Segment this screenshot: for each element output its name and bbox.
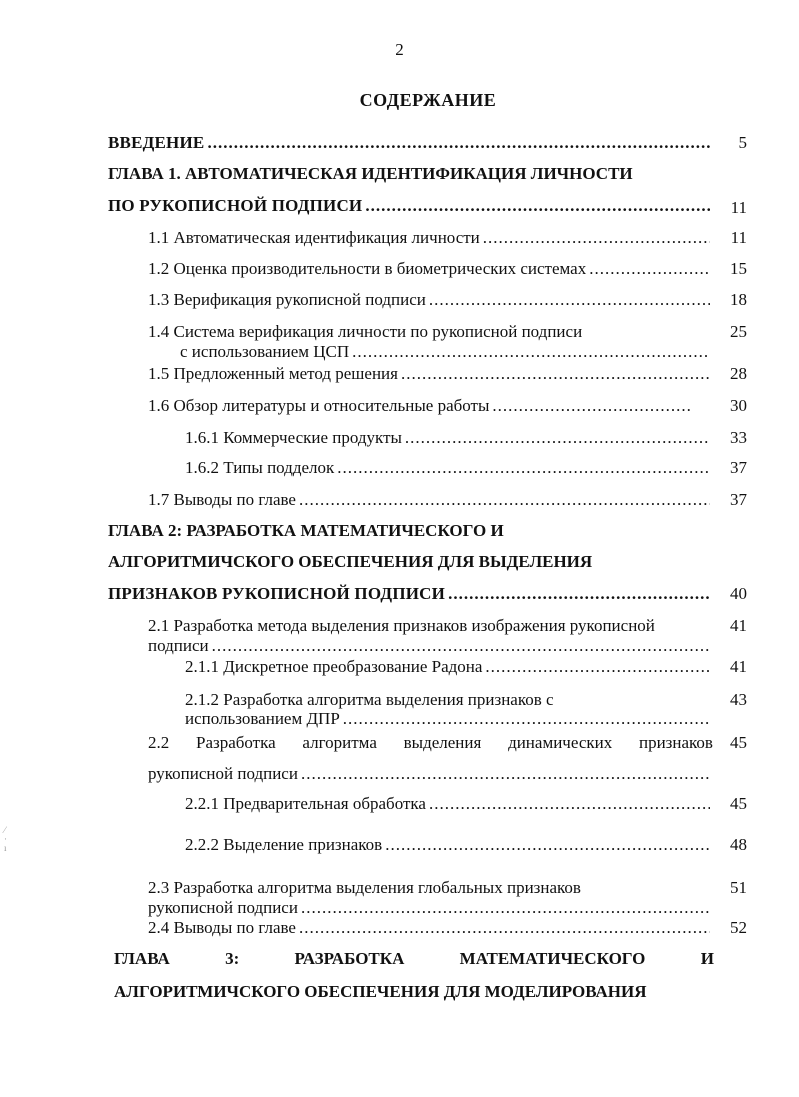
toc-entry-text: 1.5 Предложенный метод решения [148, 364, 398, 383]
toc-entry-text: 1.1 Автоматическая идентификация личности [148, 228, 480, 247]
toc-entry-1-2[interactable] [148, 257, 713, 281]
toc-page-number: 33 [730, 428, 747, 447]
toc-entry-text: 2.2.1 Предварительная обработка [185, 794, 426, 813]
toc-word: РАЗРАБОТКА [294, 949, 405, 968]
toc-chapter-1-heading[interactable]: ГЛАВА 1. АВТОМАТИЧЕСКАЯ ИДЕНТИФИКАЦИЯ ЛИЧНОСТИ [108, 164, 633, 183]
toc-entry-2-3[interactable]: 2.3 Разработка алгоритма выделения глобальных признаков [148, 878, 581, 897]
toc-entry-1-6-2[interactable] [185, 456, 713, 480]
toc-word: И [700, 949, 714, 968]
toc-entry-1-5[interactable] [148, 362, 713, 386]
dot-leader [405, 426, 710, 450]
dot-leader [352, 340, 710, 364]
toc-entry-text: рукописной подписи [148, 764, 298, 783]
toc-chapter-2-heading-line3[interactable] [108, 582, 713, 606]
toc-entry-2-2-line2[interactable] [148, 762, 713, 786]
toc-chapter-3-heading[interactable] [114, 947, 714, 971]
toc-entry-text: 1.7 Выводы по главе [148, 490, 296, 509]
toc-page-number: 48 [730, 835, 747, 854]
toc-entry-1-1[interactable] [148, 226, 713, 250]
toc-entry-text: ПРИЗНАКОВ РУКОПИСНОЙ ПОДПИСИ [108, 584, 446, 603]
dot-leader [492, 394, 693, 418]
toc-entry-text: ПО РУКОПИСНОЙ ПОДПИСИ [108, 196, 363, 215]
toc-entry-text: 1.3 Верификация рукописной подписи [148, 290, 426, 309]
dot-leader [401, 362, 710, 386]
dot-leader [299, 488, 710, 512]
toc-entry-1-3[interactable] [148, 288, 713, 312]
toc-page-number: 45 [730, 794, 747, 813]
toc-entry-1-6[interactable] [148, 394, 696, 418]
dot-leader [343, 707, 710, 731]
dot-leader [429, 288, 710, 312]
toc-page-number: 25 [730, 322, 747, 341]
toc-entry-text: с использованием ЦСП [180, 342, 350, 361]
toc-word: Разработка [196, 733, 276, 752]
toc-chapter-3-heading-line2[interactable]: АЛГОРИТМИЧСКОГО ОБЕСПЕЧЕНИЯ ДЛЯ МОДЕЛИРОВАНИЯ [114, 982, 647, 1001]
toc-entry-text: 1.6.2 Типы подделок [185, 458, 335, 477]
toc-page-number: 11 [730, 198, 747, 217]
toc-word: 3: [225, 949, 240, 968]
toc-entry-2-2-2[interactable] [185, 833, 713, 857]
toc-page-number: 41 [730, 616, 747, 635]
scan-artifact: ⁄ · ı [4, 825, 7, 853]
dot-leader [429, 792, 710, 816]
toc-page-number: 37 [730, 490, 747, 509]
toc-page-number: 30 [730, 396, 747, 415]
page-number: 2 [395, 40, 404, 59]
toc-entry-1-4[interactable]: 1.4 Система верификация личности по рукописной подписи [148, 322, 583, 341]
dot-leader [337, 456, 710, 480]
toc-entry-2-1[interactable]: 2.1 Разработка метода выделения признаков изображения рукописной [148, 616, 655, 635]
dot-leader [589, 257, 710, 281]
toc-entry-1-6-1[interactable] [185, 426, 713, 450]
toc-entry-text: рукописной подписи [148, 898, 298, 917]
toc-entry-text: 1.6.1 Коммерческие продукты [185, 428, 402, 447]
dot-leader [301, 762, 710, 786]
toc-page-number: 40 [730, 584, 747, 603]
page-title: СОДЕРЖАНИЕ [359, 90, 497, 110]
toc-entry-2-2[interactable] [148, 731, 713, 755]
toc-word: выделения [403, 733, 482, 752]
toc-entry-2-1-2-line2[interactable] [185, 707, 713, 731]
toc-word: 2.2 [148, 733, 170, 752]
toc-page-number: 43 [730, 690, 747, 709]
toc-entry-2-1-2[interactable]: 2.1.2 Разработка алгоритма выделения признаков с [185, 690, 554, 709]
toc-entry-text: 2.2.2 Выделение признаков [185, 835, 383, 854]
toc-entry-text: подписи [148, 636, 209, 655]
toc-page-number: 51 [730, 878, 747, 897]
toc-entry-2-4[interactable] [148, 916, 713, 940]
toc-page-number: 52 [730, 918, 747, 937]
toc-entry-1-4-line2[interactable] [180, 340, 713, 364]
toc-page-number: 11 [730, 228, 747, 247]
toc-page-number: 41 [730, 657, 747, 676]
dot-leader [299, 916, 710, 940]
toc-page-number: 18 [730, 290, 747, 309]
toc-entry-text: использованием ДПР [185, 709, 340, 728]
toc-entry-text: 2.1.1 Дискретное преобразование Радона [185, 657, 483, 676]
toc-entry-text: ВВЕДЕНИЕ [108, 133, 205, 152]
dot-leader [385, 833, 710, 857]
toc-entry-text: 1.2 Оценка производительности в биометрических системах [148, 259, 587, 278]
toc-chapter-2-heading[interactable]: ГЛАВА 2: РАЗРАБОТКА МАТЕМАТИЧЕСКОГО И [108, 521, 504, 540]
toc-entry-2-2-1[interactable] [185, 792, 713, 816]
toc-entry-2-1-1[interactable] [185, 655, 713, 679]
dot-leader [485, 655, 710, 679]
toc-chapter-1-heading-line2[interactable] [108, 194, 713, 218]
toc-entry-text: 1.6 Обзор литературы и относительные работы [148, 396, 490, 415]
toc-entry-intro[interactable] [108, 131, 713, 155]
toc-page-number: 15 [730, 259, 747, 278]
toc-page-number: 28 [730, 364, 747, 383]
toc-chapter-2-heading-line2[interactable]: АЛГОРИТМИЧСКОГО ОБЕСПЕЧЕНИЯ ДЛЯ ВЫДЕЛЕНИЯ [108, 552, 593, 571]
toc-word: МАТЕМАТИЧЕСКОГО [459, 949, 646, 968]
toc-word: признаков [638, 733, 713, 752]
toc-entry-1-7[interactable] [148, 488, 713, 512]
toc-word: ГЛАВА [114, 949, 170, 968]
toc-word: динамических [508, 733, 613, 752]
toc-page-number: 37 [730, 458, 747, 477]
toc-entry-text: 2.4 Выводы по главе [148, 918, 296, 937]
toc-page-number: 5 [738, 133, 747, 152]
toc-word: алгоритма [302, 733, 377, 752]
toc-page-number: 45 [730, 733, 747, 752]
dot-leader [365, 194, 710, 218]
dot-leader [207, 131, 710, 155]
dot-leader [483, 226, 710, 250]
dot-leader [448, 582, 710, 606]
